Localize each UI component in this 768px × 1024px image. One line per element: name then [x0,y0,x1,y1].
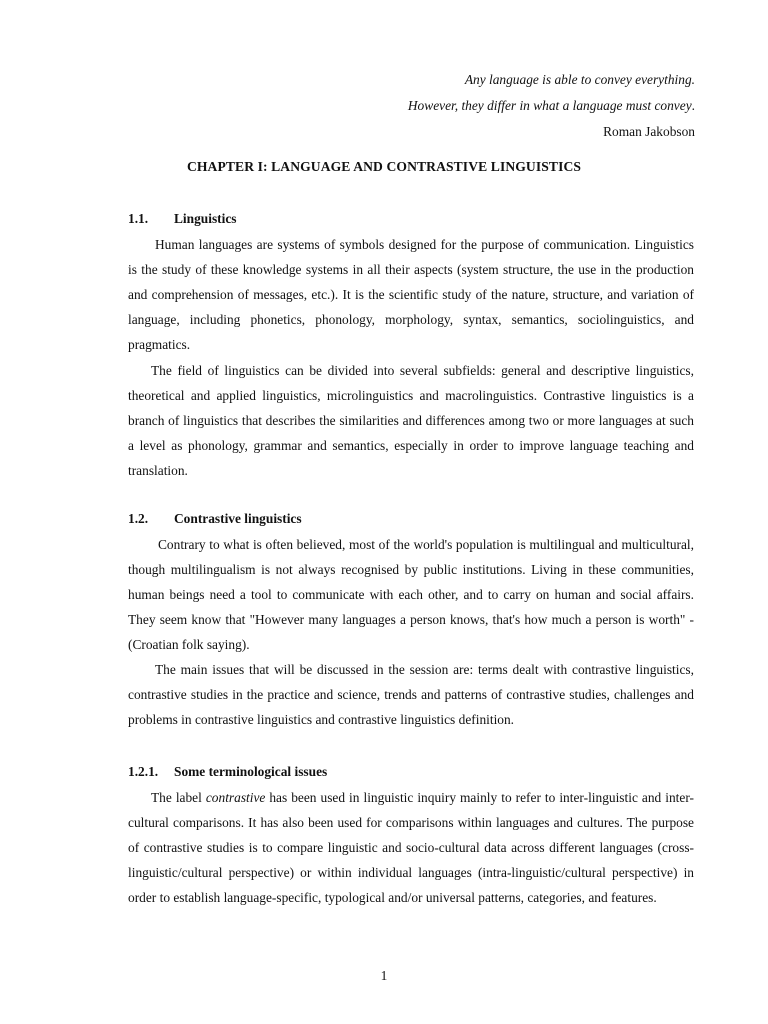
section-number: 1.1. [128,211,149,226]
paragraph-text: The field of linguistics can be divided into several subfields: general and descriptive linguistics, theoretical and applied linguistics, microlinguistics and macrolinguistics. Contrastive linguistics is a branch of linguistics that describes the similarities and differences among two or more languages at such a level as phonology, grammar and semantics, especially in order to improve language teaching and translation. [128,363,694,478]
section-heading-1-2 [128,511,302,527]
section-heading-1-1 [128,211,237,227]
epigraph-line-2 [408,93,695,119]
section-number: 1.2. [128,511,149,526]
section-number: 1.2.1. [128,764,159,779]
epigraph-line-1: Any language is able to convey everything. [464,72,695,87]
section-title: Contrastive linguistics [174,511,302,526]
section-heading-1-2-1 [128,764,327,780]
paragraph-italic-term: contrastive [205,790,266,805]
epigraph-line-2-text: However, they differ in what a language must convey [407,98,692,113]
paragraph-linguistics-1 [128,232,694,357]
paragraph-text: The main issues that will be discussed in the session are: terms dealt with contrastive linguistics, contrastive studies in the practice and science, trends and patterns of contrastive studies, challenges and problems in contrastive linguistics and contrastive linguistics definition. [128,662,694,727]
page-number: 1 [380,968,388,983]
paragraph-text-rest: has been used in linguistic inquiry mainly to refer to inter-linguistic and inter-cultural comparisons. It has also been used for comparisons within languages and cultures. The purpose of contrastive studies is to compare linguistic and socio-cultural data across different languages (cross-linguistic/cultural perspective) or within individual languages (intra-linguistic/cultural perspective) in order to establish language-specific, typological and/or universal patterns, categories, and features. [128,790,694,905]
paragraph-terminology-1 [128,785,694,910]
paragraph-linguistics-2 [128,358,694,483]
epigraph-author: Roman Jakobson [603,124,695,139]
epigraph-line-2-end: . [691,98,695,113]
paragraph-contrastive-2 [128,657,694,732]
paragraph-contrastive-1 [128,532,694,657]
paragraph-text-start: The label [151,790,206,805]
section-title: Linguistics [174,211,237,226]
epigraph [408,67,695,145]
chapter-title: CHAPTER I: LANGUAGE AND CONTRASTIVE LINGUISTICS [186,159,582,174]
paragraph-text: Contrary to what is often believed, most of the world's population is multilingual and multicultural, though multilingualism is not always recognised by public institutions. Living in these communities, human beings need a tool to communicate with each other, and to carry on human and social affairs. They seem know that "However many languages a person knows, that's how much a person is worth" - (Croatian folk saying). [128,537,694,652]
paragraph-text: Human languages are systems of symbols designed for the purpose of communication. Linguistics is the study of these knowledge systems in all their aspects (system structure, the use in the production and comprehension of messages, etc.). It is the scientific study of the nature, structure, and variation of language, including phonetics, phonology, morphology, syntax, semantics, sociolinguistics, and pragmatics. [128,237,694,352]
section-title: Some terminological issues [174,764,328,779]
